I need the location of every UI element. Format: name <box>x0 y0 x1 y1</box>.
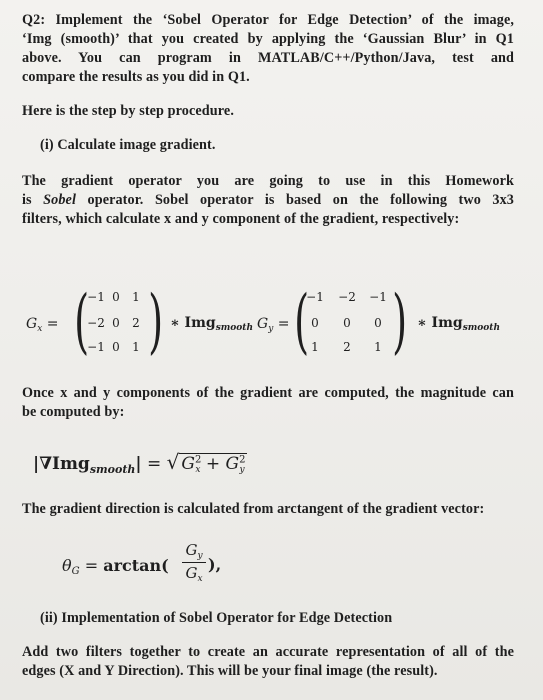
direction-lhs: θG = arctan( <box>62 556 169 577</box>
gx-left-paren: ( <box>74 280 90 362</box>
procedure-heading: Here is the step by step procedure. <box>22 103 234 119</box>
q2-line-2: ‘Img (smooth)’ that you created by applying the ‘Gaussian Blur’ in Q1 <box>22 31 514 47</box>
q2-line-4: compare the results as you did in Q1. <box>22 69 250 85</box>
gy-cell: −1 <box>306 290 324 304</box>
direction-para: The gradient direction is calculated from arctangent of the gradient vector: <box>22 501 485 517</box>
gy-cell: 1 <box>374 340 382 354</box>
gy-cell: 0 <box>374 316 382 330</box>
q2-line-3: above. You can program in MATLAB/C++/Python/Java, test and <box>22 50 514 66</box>
step-2-heading: (ii) Implementation of Sobel Operator for Edge Detection <box>40 610 393 626</box>
gradient-para-line-2-post: operator. Sobel operator is based on the following two 3x3 <box>76 192 514 208</box>
gx-cell: −1 <box>87 290 105 304</box>
gy-lhs: $G_y$ = <box>257 316 290 334</box>
sqrt-sign: √ <box>166 450 180 474</box>
abs-bar-left: | <box>33 454 40 474</box>
magnitude-lhs: ∇Img <box>39 454 90 474</box>
gx-cell: −1 <box>87 340 105 354</box>
final-para-line-2: edges (X and Y Direction). This will be your final image (the result). <box>22 663 438 679</box>
fraction-numerator: $G_y$ <box>185 541 203 561</box>
gy-cell: 1 <box>311 340 319 354</box>
final-para-line-1: Add two filters together to create an accurate representation of all of the <box>22 644 514 660</box>
gx-operand: ∗ Img$_{smooth}$ <box>170 315 253 333</box>
gx-right-paren: ) <box>148 280 164 362</box>
gy-cell: −1 <box>369 290 387 304</box>
gx-cell: −2 <box>87 316 105 330</box>
gx-cell: 0 <box>112 290 120 304</box>
gy-left-paren: ( <box>294 280 310 362</box>
gx-cell: 0 <box>112 316 120 330</box>
magnitude-para-line-2: be computed by: <box>22 404 125 420</box>
magnitude-equation <box>33 450 247 474</box>
sqrt-radicand: $G^2x + G^2y$ <box>181 454 246 475</box>
gx-cell: 1 <box>132 340 140 354</box>
q2-line-1: Q2: Implement the ‘Sobel Operator for Edge Detection’ of the image, <box>22 12 514 28</box>
gx-cell: 1 <box>132 290 140 304</box>
gy-right-paren: ) <box>392 280 408 362</box>
gradient-para-line-2 <box>22 192 514 209</box>
gy-operand: ∗ Img$_{smooth}$ <box>417 315 500 333</box>
magnitude-para-line-1: Once x and y components of the gradient are computed, the magnitude can <box>22 385 514 401</box>
gx-lhs: $G_x$ = <box>26 316 59 334</box>
magnitude-lhs-sub: smooth <box>89 463 136 476</box>
gx-cell: 0 <box>112 340 120 354</box>
gy-cell: 2 <box>343 340 351 354</box>
magnitude-equals: = <box>147 454 162 474</box>
gradient-para-line-2-pre: is <box>22 192 44 208</box>
gy-cell: 0 <box>343 316 351 330</box>
direction-close: ), <box>208 555 222 574</box>
gy-cell: 0 <box>311 316 319 330</box>
gy-cell: −2 <box>338 290 356 304</box>
step-1-heading: (i) Calculate image gradient. <box>40 137 216 153</box>
gx-cell: 2 <box>132 316 140 330</box>
sobel-emphasis: Sobel <box>43 192 76 208</box>
abs-bar-right: | <box>135 454 142 474</box>
gradient-para-line-3: filters, which calculate x and y component of the gradient, respectively: <box>22 211 460 227</box>
gradient-para-line-1: The gradient operator you are going to use in this Homework <box>22 173 514 189</box>
fraction-denominator: $G_x$ <box>185 564 203 584</box>
fraction-bar <box>182 562 206 563</box>
